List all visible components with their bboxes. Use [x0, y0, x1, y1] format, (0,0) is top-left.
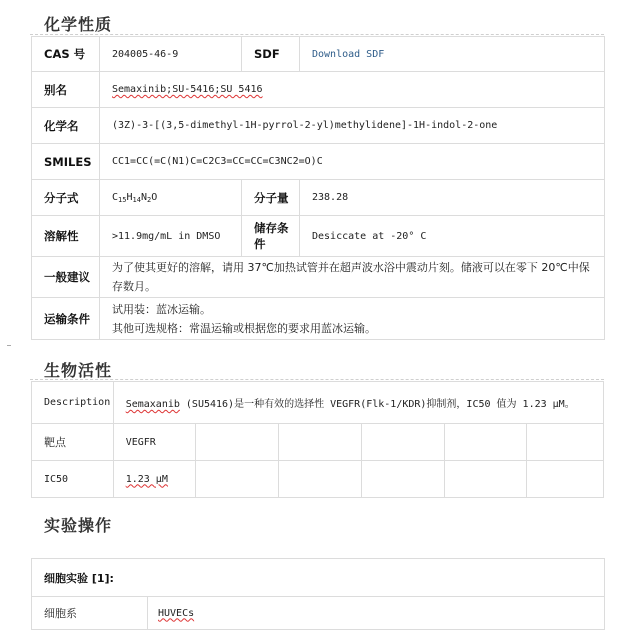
formula-value: $C_{15}H_{14}N_2O$ [100, 180, 242, 216]
smiles-value: CC1=CC(=C(N1)C=C2C3=CC=CC=C3NC2=O)C [100, 144, 605, 180]
experiment-table [31, 558, 605, 630]
description-label: Description [32, 382, 114, 424]
cell-line-value: HUVECs [148, 597, 605, 630]
biological-activity-table [31, 381, 604, 498]
target-value: VEGFR [113, 424, 196, 461]
section-title-chemical-properties: 化学性质 [44, 15, 113, 34]
table-row [32, 382, 604, 424]
table-row [32, 424, 604, 461]
solubility-value: >11.9mg/mL in DMSO [100, 216, 242, 257]
cell-experiment-title: 细胞实验 [1]: [32, 559, 605, 597]
chemical-name-value: (3Z)-3-[(3,5-dimethyl-1H-pyrrol-2-yl)methylidene]-1H-indol-2-one [100, 108, 605, 144]
table-row [32, 559, 605, 597]
section-title-experimental-procedure: 实验操作 [44, 516, 113, 535]
shipping-label: 运输条件 [32, 298, 100, 340]
alias-label: 别名 [32, 72, 100, 108]
storage-value: Desiccate at -20° C [300, 216, 605, 257]
sdf-label: SDF [242, 37, 300, 72]
molecular-weight-value: 238.28 [300, 180, 605, 216]
table-row [32, 461, 604, 498]
solubility-label: 溶解性 [32, 216, 100, 257]
general-advice-value: 为了使其更好的溶解，请用 37℃加热试管并在超声波水浴中震动片刻。储液可以在零下 20℃中保存数月。 [100, 257, 605, 298]
formula-label: 分子式 [32, 180, 100, 216]
section-divider [30, 379, 604, 380]
margin-marker [7, 345, 11, 346]
table-row [32, 72, 605, 108]
ic50-label: IC50 [32, 461, 114, 498]
table-row [32, 144, 605, 180]
shipping-value: 试用装：蓝冰运输。 其他可选规格：常温运输或根据您的要求用蓝冰运输。 [100, 298, 605, 340]
alias-value: Semaxinib;SU-5416;SU 5416 [112, 84, 263, 95]
table-row [32, 298, 605, 340]
target-label: 靶点 [32, 424, 114, 461]
chemical-properties-table [31, 36, 605, 340]
table-row [32, 597, 605, 630]
table-row [32, 257, 605, 298]
cas-label: CAS 号 [32, 37, 100, 72]
table-row [32, 108, 605, 144]
storage-label: 储存条件 [242, 216, 300, 257]
table-row [32, 216, 605, 257]
chemical-name-label: 化学名 [32, 108, 100, 144]
cas-value: 204005-46-9 [100, 37, 242, 72]
general-advice-label: 一般建议 [32, 257, 100, 298]
smiles-label: SMILES [32, 144, 100, 180]
description-value: Semaxanib (SU5416)是一种有效的选择性 VEGFR(Flk-1/KDR)抑制剂，IC50 值为 1.23 μM。 [113, 382, 603, 424]
download-sdf-link[interactable]: Download SDF [312, 48, 385, 60]
ic50-value: 1.23 μM [113, 461, 196, 498]
table-row [32, 37, 605, 72]
section-title-biological-activity: 生物活性 [44, 361, 113, 380]
molecular-weight-label: 分子量 [242, 180, 300, 216]
section-divider [30, 34, 604, 35]
cell-line-label: 细胞系 [32, 597, 148, 630]
table-row [32, 180, 605, 216]
